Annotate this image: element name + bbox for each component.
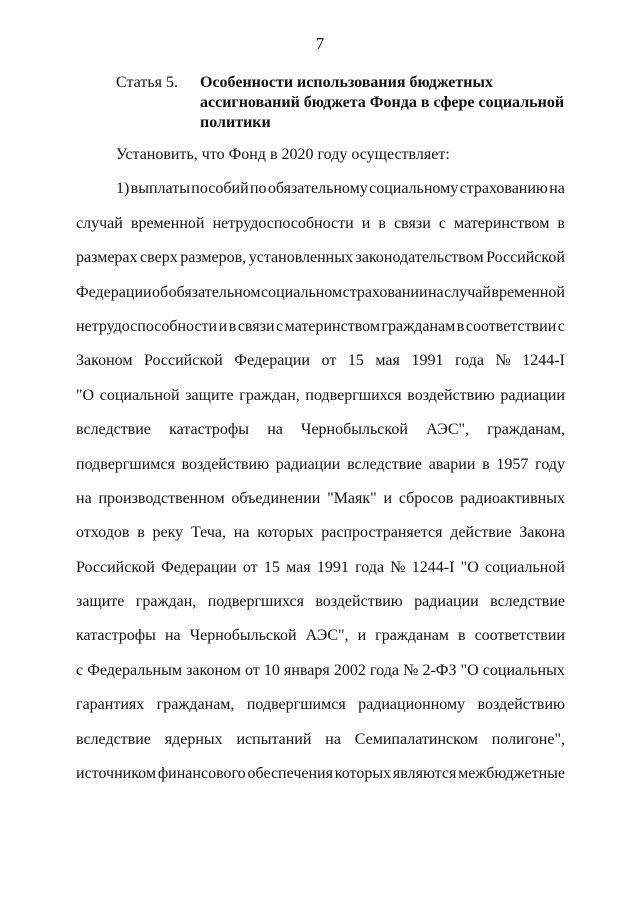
body-word: радиоактивных (460, 489, 565, 507)
body-word: на (427, 283, 444, 301)
body-word: ядерных (164, 730, 223, 748)
body-word: вследствие (490, 593, 565, 611)
body-word: вследствие (76, 730, 151, 748)
body-word: нетрудоспособности (76, 317, 218, 335)
body-word: защите (76, 593, 125, 611)
body-word: гарантиях (76, 696, 145, 714)
body-word: с (557, 317, 565, 335)
body-word: гражданам, (487, 421, 565, 439)
body-word: катастрофы (169, 421, 249, 439)
body-word: Федерации (234, 352, 310, 370)
body-word: об (152, 283, 169, 301)
body-word: Российской (144, 352, 223, 370)
body-word: финансового (157, 765, 246, 783)
body-word: АЭС", (426, 421, 470, 439)
body-line (76, 413, 565, 447)
body-word: вследствие (347, 455, 422, 473)
body-word: выплаты (130, 180, 190, 198)
body-word: случай (444, 283, 491, 301)
body-word: социальной (485, 558, 565, 576)
body-text: Установить, что Фонд в 2020 году осуществляет: (116, 146, 450, 163)
body-word: в (378, 214, 386, 232)
body-word: воздействию (477, 696, 565, 714)
body-word: на (76, 489, 92, 507)
body-word: законодательством (355, 249, 484, 267)
body-word: подвергшихся (207, 593, 304, 611)
body-word: являются (392, 765, 457, 783)
body-word: мая (286, 558, 311, 576)
body-word: "О (76, 386, 95, 404)
body-line (76, 276, 565, 310)
body-word: Законом (76, 352, 133, 370)
body-word: воздействию (315, 593, 403, 611)
body-line (76, 482, 565, 516)
body-line (76, 207, 565, 241)
body-word: 1244-I (522, 352, 565, 370)
body-line (76, 379, 565, 413)
body-word: материнством (454, 214, 550, 232)
body-word: № (390, 558, 406, 576)
body-word: временной (130, 214, 205, 232)
body-line (76, 516, 565, 550)
body-word: аварии (428, 455, 476, 473)
body-word: в (228, 317, 237, 335)
body-word: сбросов (398, 489, 454, 507)
body-word: источником (76, 765, 156, 783)
body-word: Теча, (190, 524, 226, 542)
body-word: вследствие (76, 421, 151, 439)
body-word: АЭС", (305, 627, 349, 645)
body-word: испытаний (236, 730, 312, 748)
body-word: в (557, 214, 565, 232)
body-word: временной (491, 283, 565, 301)
body-word: катастрофы (76, 627, 156, 645)
body-word: на (233, 524, 250, 542)
body-word: Закона (519, 524, 565, 542)
article-title-line: Особенности использования бюджетных (200, 74, 493, 91)
body-word: на (549, 180, 565, 198)
body-word: граждан, (135, 593, 197, 611)
body-word: от (244, 661, 260, 679)
body-word: года (355, 558, 385, 576)
body-word: реку (152, 524, 184, 542)
body-word: соответствии (474, 627, 565, 645)
body-word: радиационному (358, 696, 466, 714)
article-title-line: ассигнований бюджета Фонда в сфере социальной (200, 94, 565, 111)
body-line (76, 241, 565, 275)
body-word: которых (334, 765, 392, 783)
body-word: 10 (263, 661, 280, 679)
body-word: Чернобыльской (189, 627, 297, 645)
body-word: 2002 (333, 661, 366, 679)
article-title (200, 73, 565, 133)
body-word: действие (450, 524, 512, 542)
body-word: нетрудоспособности (212, 214, 354, 232)
body-word: января (284, 661, 330, 679)
body-word: обязательному (267, 180, 368, 198)
body-word: подвергшихся (305, 386, 402, 404)
body-word: производственном (98, 489, 225, 507)
body-word: воздействию (181, 455, 270, 473)
body-word: объединении (231, 489, 321, 507)
body-word: и (357, 627, 367, 645)
body-word: социальному (369, 180, 459, 198)
body-word: Федерации (161, 558, 237, 576)
body-word: 2-ФЗ (422, 661, 457, 679)
body-word: сверх (140, 249, 178, 267)
article-body (76, 138, 565, 791)
body-line (76, 310, 565, 344)
body-word: соответствии (465, 317, 557, 335)
body-word: радиации (414, 593, 479, 611)
body-line (76, 619, 565, 653)
body-word: размеров, (180, 249, 247, 267)
body-word: года (454, 352, 484, 370)
body-word: Чернобыльской (301, 421, 408, 439)
body-word: в (456, 317, 465, 335)
body-word: воздействию (407, 386, 495, 404)
body-word: социальной (99, 386, 180, 404)
body-word: Федеральным (87, 661, 182, 679)
body-word: случай (76, 214, 123, 232)
body-word: материнством (284, 317, 380, 335)
body-word: Российской (76, 558, 155, 576)
body-word: размерах (76, 249, 138, 267)
body-word: в (137, 524, 145, 542)
body-word: защите (185, 386, 234, 404)
body-word: 1991 (316, 558, 349, 576)
article-label: Статья 5. (116, 74, 178, 91)
body-word: 15 (263, 558, 280, 576)
body-word: законом (186, 661, 241, 679)
body-word: социальном (260, 283, 343, 301)
body-word: отходов (76, 524, 130, 542)
body-word: 1) (116, 180, 130, 198)
body-word: с (76, 661, 84, 679)
article-title-line: политики (200, 114, 271, 131)
body-word: радиации (500, 386, 565, 404)
body-word: Российской (486, 249, 565, 267)
body-word: страховании (342, 283, 428, 301)
body-word: установленных (248, 249, 353, 267)
body-word: обеспечения (247, 765, 333, 783)
body-word: года (370, 661, 399, 679)
body-word: 1991 (411, 352, 444, 370)
body-word: № (403, 661, 419, 679)
body-word: подвергшимся (246, 696, 346, 714)
page-number: 7 (315, 34, 325, 53)
body-word: гражданам, (156, 696, 235, 714)
body-word: гражданам (375, 627, 449, 645)
body-line (76, 688, 565, 722)
body-word: распространяется (321, 524, 443, 542)
body-word: на (325, 730, 341, 748)
body-word: Семипалатинском (354, 730, 478, 748)
body-line (76, 585, 565, 619)
body-word: от (242, 558, 258, 576)
body-word: и (361, 214, 371, 232)
body-word: году (535, 455, 565, 473)
body-word: "О (460, 661, 479, 679)
body-line (76, 757, 565, 791)
body-word: межбюджетные (458, 765, 565, 783)
body-word: подвергшимся (76, 455, 175, 473)
body-word: в (457, 627, 466, 645)
body-line (76, 344, 565, 378)
body-word: и (383, 489, 393, 507)
body-word: "Маяк" (327, 489, 377, 507)
body-word: с (276, 317, 284, 335)
body-word: социальных (482, 661, 565, 679)
body-word: полигоне", (491, 730, 565, 748)
body-word: на (164, 627, 181, 645)
body-word: мая (375, 352, 400, 370)
body-word: от (321, 352, 337, 370)
body-word: 1957 (496, 455, 529, 473)
body-word: и (218, 317, 228, 335)
body-word: гражданам (381, 317, 456, 335)
body-word: по (249, 180, 267, 198)
body-word: граждан, (239, 386, 300, 404)
body-word: Федерации (76, 283, 152, 301)
body-word: радиации (275, 455, 341, 473)
body-word: 1244-I (411, 558, 455, 576)
body-word: № (495, 352, 511, 370)
body-word: пособий (191, 180, 249, 198)
body-line (76, 138, 565, 172)
body-word: "О (460, 558, 479, 576)
body-word: в (482, 455, 490, 473)
body-word: связи (237, 317, 275, 335)
body-line (76, 172, 565, 206)
body-word: с (438, 214, 446, 232)
body-line (76, 654, 565, 688)
body-word: обязательном (168, 283, 261, 301)
body-word: на (267, 421, 283, 439)
body-word: страхованию (459, 180, 548, 198)
body-word: которых (257, 524, 314, 542)
body-line (76, 723, 565, 757)
body-line (76, 448, 565, 482)
body-line (76, 551, 565, 585)
body-word: связи (394, 214, 431, 232)
body-word: 15 (347, 352, 364, 370)
